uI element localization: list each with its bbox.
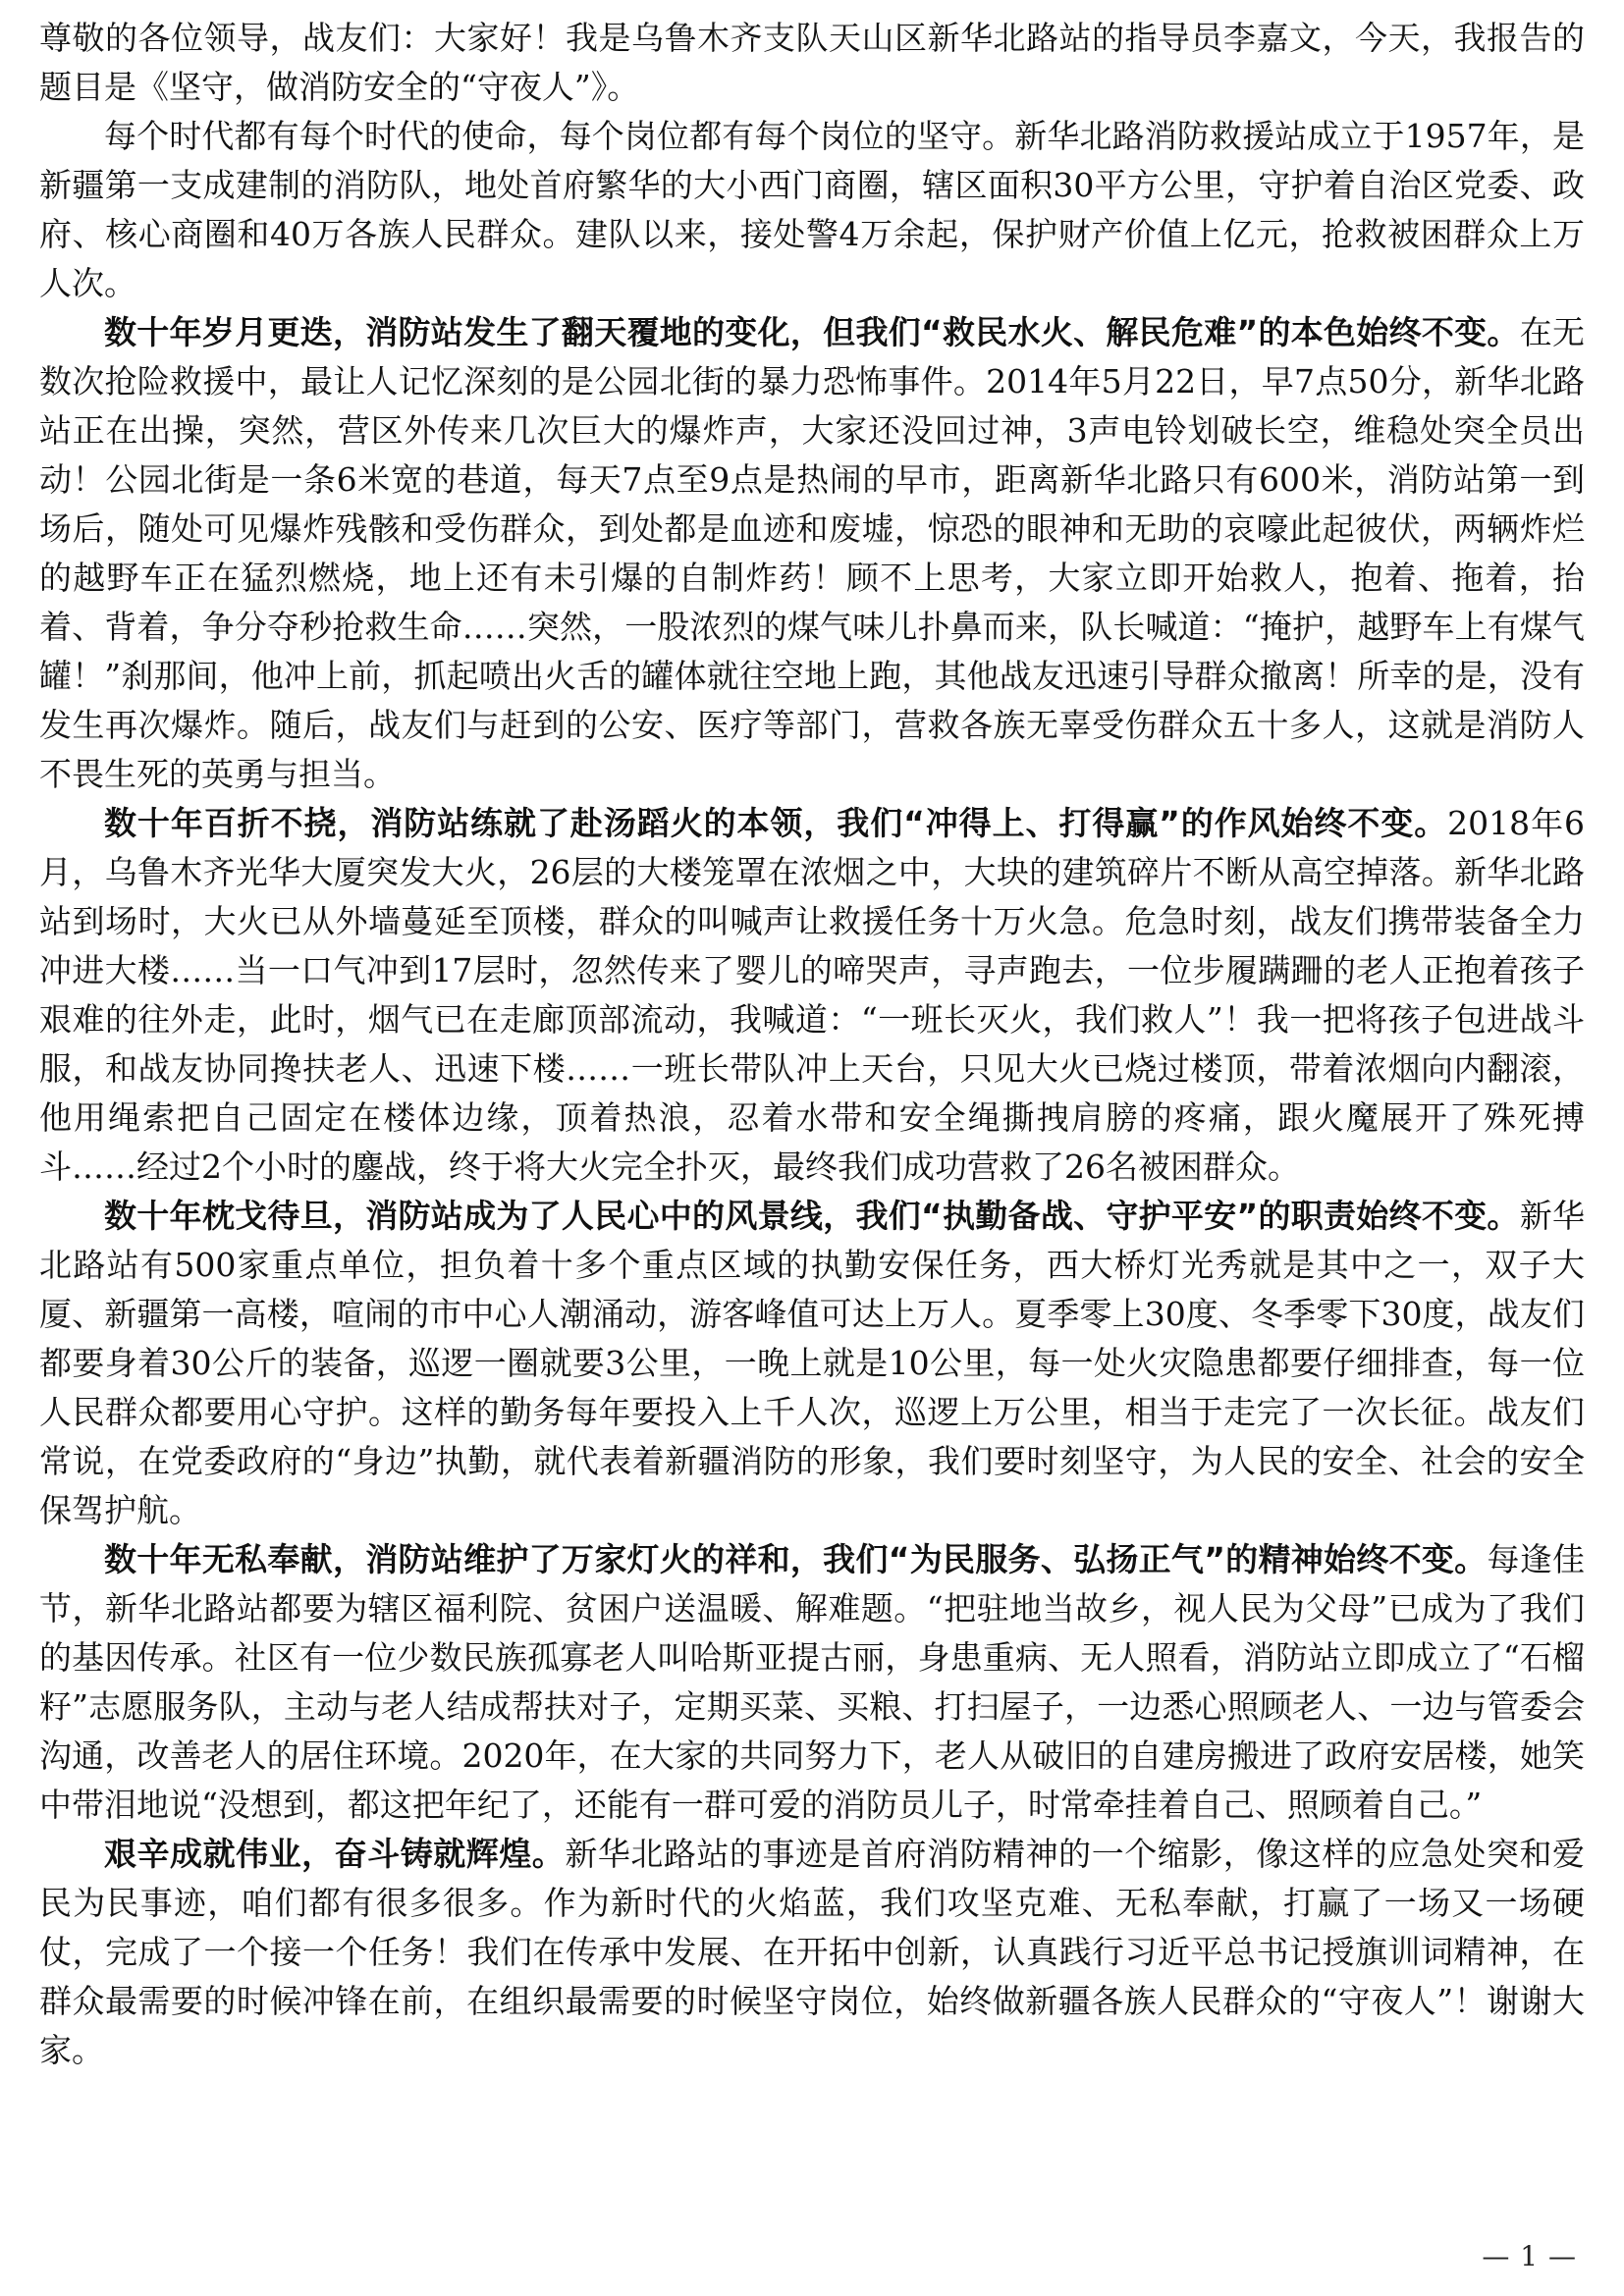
paragraph-text: 在无数次抢险救援中，最让人记忆深刻的是公园北街的暴力恐怖事件。2014年5月22日，早7点50分，新华北路站正在出操，突然，营区外传来几次巨大的爆炸声，大家还没回过神，3声电铃划破长空，维稳处突全员出动！公园北街是一条6米宽的巷道，每天7点至9点是热闹的早市，距离新华北路只有600米，消防站第一到场后，随处可见爆炸残骸和受伤群众，到处都是血迹和废墟，惊恐的眼神和无助的哀嚎此起彼伏，两辆炸烂的越野车正在猛烈燃烧，地上还有未引爆的自制炸药！顾不上思考，大家立即开始救人，抱着、拖着，抬着、背着，争分夺秒抢救生命……突然，一股浓烈的煤气味儿扑鼻而来，队长喊道：“掩护，越野车上有煤气罐！”刹那间，他冲上前，抓起喷出火舌的罐体就往空地上跑，其他战友迅速引导群众撤离！所幸的是，没有发生再次爆炸。随后，战友们与赶到的公安、医疗等部门，营救各族无辜受伤群众五十多人，这就是消防人不畏生死的英勇与担当。 <box>39 313 1585 793</box>
paragraph-lead: 数十年百折不挠，消防站练就了赴汤蹈火的本领，我们“冲得上、打得赢”的作风始终不变。 <box>104 804 1448 842</box>
paragraph-lead: 数十年枕戈待旦，消防站成为了人民心中的风景线，我们“执勤备战、守护平安”的职责始终不变。 <box>104 1197 1520 1235</box>
paragraph-text: 每个时代都有每个时代的使命，每个岗位都有每个岗位的坚守。新华北路消防救援站成立于1957年，是新疆第一支成建制的消防队，地处首府繁华的大小西门商圈，辖区面积30平方公里，守护着自治区党委、政府、核心商圈和40万各族人民群众。建队以来，接处警4万余起，保护财产价值上亿元，抢救被困群众上万人次。 <box>39 117 1585 302</box>
paragraph-text: 2018年6月，乌鲁木齐光华大厦突发大火，26层的大楼笼罩在浓烟之中，大块的建筑碎片不断从高空掉落。新华北路站到场时，大火已从外墙蔓延至顶楼，群众的叫喊声让救援任务十万火急。危急时刻，战友们携带装备全力冲进大楼……当一口气冲到17层时，忽然传来了婴儿的啼哭声，寻声跑去，一位步履蹒跚的老人正抱着孩子艰难的往外走，此时，烟气已在走廊顶部流动，我喊道：“一班长灭火，我们救人”！我一把将孩子包进战斗服，和战友协同搀扶老人、迅速下楼……一班长带队冲上天台，只见大火已烧过楼顶，带着浓烟向内翻滚，他用绳索把自己固定在楼体边缘，顶着热浪，忍着水带和安全绳撕拽肩膀的疼痛，跟火魔展开了殊死搏斗……经过2个小时的鏖战，终于将大火完全扑灭，最终我们成功营救了26名被困群众。 <box>39 804 1585 1186</box>
paragraph-text: 尊敬的各位领导，战友们：大家好！我是乌鲁木齐支队天山区新华北路站的指导员李嘉文，今天，我报告的题目是《坚守，做消防安全的“守夜人”》。 <box>39 19 1585 106</box>
paragraph-intro <box>39 112 1585 308</box>
paragraph-greeting <box>39 14 1585 112</box>
paragraph-service <box>39 1535 1585 1830</box>
paragraph-conclusion <box>39 1830 1585 2075</box>
paragraph-lead: 艰辛成就伟业，奋斗铸就辉煌。 <box>104 1835 566 1873</box>
paragraph-text: 每逢佳节，新华北路站都要为辖区福利院、贫困户送温暖、解难题。“把驻地当故乡，视人民为父母”已成为了我们的基因传承。社区有一位少数民族孤寡老人叫哈斯亚提古丽，身患重病、无人照看，消防站立即成立了“石榴籽”志愿服务队，主动与老人结成帮扶对子，定期买菜、买粮、打扫屋子，一边悉心照顾老人、一边与管委会沟通，改善老人的居住环境。2020年，在大家的共同努力下，老人从破旧的自建房搬进了政府安居楼，她笑中带泪地说“没想到，都这把年纪了，还能有一群可爱的消防员儿子，时常牵挂着自己、照顾着自己。” <box>39 1540 1585 1824</box>
paragraph-text: 新华北路站的事迹是首府消防精神的一个缩影，像这样的应急处突和爱民为民事迹，咱们都有很多很多。作为新时代的火焰蓝，我们攻坚克难、无私奉献，打赢了一场又一场硬仗，完成了一个接一个任务！我们在传承中发展、在开拓中创新，认真践行习近平总书记授旗训词精神，在群众最需要的时候冲锋在前，在组织最需要的时候坚守岗位，始终做新疆各族人民群众的“守夜人”！谢谢大家。 <box>39 1835 1586 2069</box>
paragraph-fire-2018 <box>39 799 1585 1192</box>
paragraph-lead: 数十年岁月更迭，消防站发生了翻天覆地的变化，但我们“救民水火、解民危难”的本色始终不变。 <box>104 313 1520 351</box>
paragraph-text: 新华北路站有500家重点单位，担负着十多个重点区域的执勤安保任务，西大桥灯光秀就是其中之一，双子大厦、新疆第一高楼，喧闹的市中心人潮涌动，游客峰值可达上万人。夏季零上30度、冬季零下30度，战友们都要身着30公斤的装备，巡逻一圈就要3公里，一晚上就是10公里，每一处火灾隐患都要仔细排查，每一位人民群众都要用心守护。这样的勤务每年要投入上千人次，巡逻上万公里，相当于走完了一次长征。战友们常说，在党委政府的“身边”执勤，就代表着新疆消防的形象，我们要时刻坚守，为人民的安全、社会的安全保驾护航。 <box>39 1197 1585 1529</box>
paragraph-duty <box>39 1192 1585 1535</box>
paragraph-lead: 数十年无私奉献，消防站维护了万家灯火的祥和，我们“为民服务、弘扬正气”的精神始终不变。 <box>104 1540 1488 1578</box>
document-body <box>39 14 1585 2075</box>
page-number: — 1 — <box>1482 2240 1577 2272</box>
paragraph-rescue-2014 <box>39 308 1585 799</box>
